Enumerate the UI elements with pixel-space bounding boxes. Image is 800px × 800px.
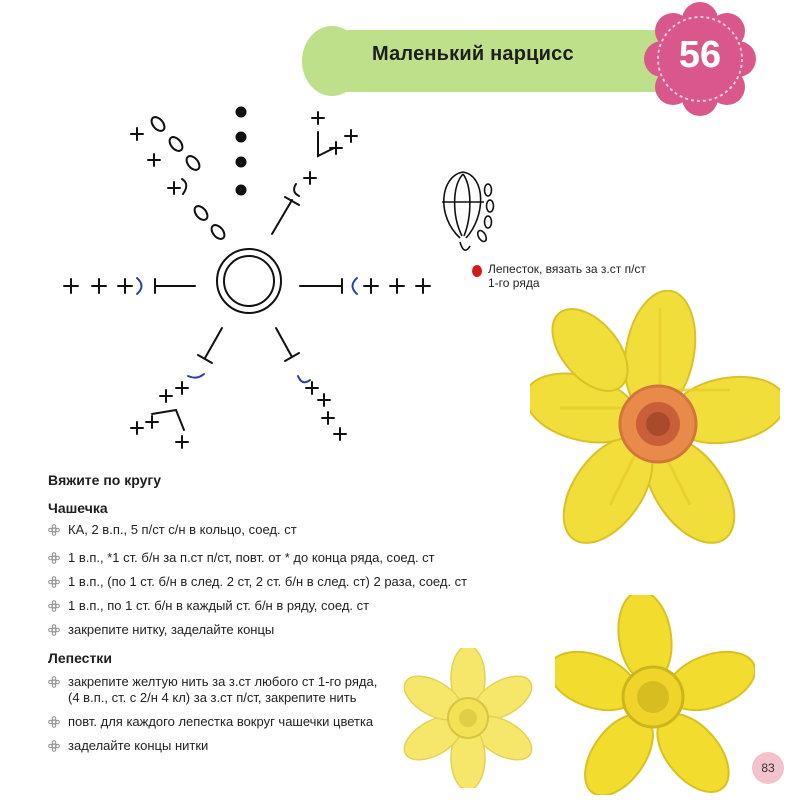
cup-step-5 [48, 622, 274, 638]
cup-step-4 [48, 598, 369, 614]
daffodil-photo-large [530, 290, 780, 550]
petal-step-1 [48, 674, 388, 706]
petal-chart [430, 166, 500, 256]
cup-step-3 [48, 574, 467, 590]
petal-step-text: заделайте концы нитки [68, 738, 209, 753]
flower-bullet-icon [48, 576, 60, 588]
flower-bullet-icon [48, 624, 60, 636]
flower-bullet-icon [48, 600, 60, 612]
petals-section-title: Лепестки [48, 650, 112, 666]
petal-step-text: закрепите желтую нить за з.ст любого ст 1-го ряда, (4 в.п., ст. с 2/н 4 кл) за з.ст п/ст, закрепите нить [68, 674, 378, 705]
flower-bullet-icon [48, 524, 60, 536]
cup-step-2 [48, 550, 435, 566]
cup-step-text: 1 в.п., (по 1 ст. б/н в след. 2 ст, 2 ст. б/н в след. ст) 2 раза, соед. ст [68, 574, 468, 589]
daffodil-photo-small [398, 648, 538, 788]
daffodil-photo-medium [555, 595, 755, 795]
petal-note: Лепесток, вязать за з.ст п/ст 1-го ряда [488, 262, 646, 290]
petal-step-3 [48, 738, 208, 754]
pattern-number: 56 [678, 34, 722, 76]
cup-step-text: КА, 2 в.п., 5 п/ст с/н в кольцо, соед. ст [68, 522, 297, 537]
cup-step-text: 1 в.п., *1 ст. б/н за п.ст п/ст, повт. от * до конца ряда, соед. ст [68, 550, 435, 565]
cup-section-title: Чашечка [48, 500, 108, 516]
instructions-heading: Вяжите по кругу [48, 472, 162, 488]
page-number: 83 [752, 752, 784, 784]
petal-marker-dot [472, 265, 482, 277]
crochet-chart [0, 90, 460, 460]
petal-step-text: повт. для каждого лепестка вокруг чашечки цветка [68, 714, 374, 729]
petal-step-2 [48, 714, 373, 730]
flower-bullet-icon [48, 740, 60, 752]
flower-bullet-icon [48, 552, 60, 564]
page-title: Маленький нарцисс [372, 43, 574, 65]
flower-bullet-icon [48, 676, 60, 688]
cup-step-text: 1 в.п., по 1 ст. б/н в каждый ст. б/н в ряду, соед. ст [68, 598, 370, 613]
cup-step-1 [48, 522, 297, 538]
cup-step-text: закрепите нитку, заделайте концы [68, 622, 275, 637]
flower-bullet-icon [48, 716, 60, 728]
